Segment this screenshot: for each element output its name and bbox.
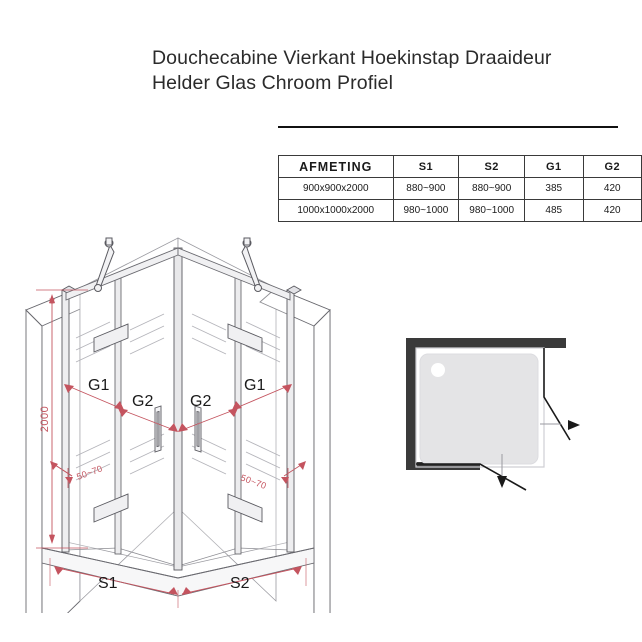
plan-shower-tray	[420, 354, 538, 464]
shower-enclosure-perspective-drawing	[18, 218, 348, 613]
plan-drain-icon	[431, 363, 445, 377]
dimension-label-g1-left: G1	[88, 377, 110, 394]
dimension-label-s1: S1	[98, 575, 118, 592]
plan-wall-left	[406, 338, 416, 470]
cell-s2: 980~1000	[459, 200, 525, 222]
table-header-s2: S2	[459, 156, 525, 178]
table-header-row	[279, 156, 642, 178]
plan-swing-arrow-bottom	[497, 476, 507, 488]
dimension-label-height: 2000	[39, 405, 51, 433]
page-title	[152, 46, 622, 96]
cell-s1: 880~900	[393, 178, 459, 200]
title-divider-rule	[278, 126, 618, 128]
cell-g2: 420	[583, 178, 642, 200]
cell-g1: 485	[525, 200, 583, 222]
cell-s2: 880~900	[459, 178, 525, 200]
table-row	[279, 178, 642, 200]
door-handle-left	[155, 406, 161, 452]
table-header-g2: G2	[583, 156, 642, 178]
table-header-g1: G1	[525, 156, 583, 178]
table-header-afmeting: AFMETING	[279, 156, 394, 178]
door-handle-right	[195, 406, 201, 452]
cell-size: 900x900x2000	[279, 178, 394, 200]
frame-profile-corner	[174, 248, 182, 570]
page-title-line-2: Helder Glas Chroom Profiel	[152, 72, 394, 94]
page-title-line-1: Douchecabine Vierkant Hoekinstap Draaideur	[152, 47, 552, 69]
dimension-label-g1-right: G1	[244, 377, 266, 394]
dimension-label-gap-right: 50~70	[239, 472, 268, 492]
plan-swing-arrow-right	[568, 420, 580, 430]
dimension-label-g2-right: G2	[190, 393, 212, 410]
cell-g2: 420	[583, 200, 642, 222]
plan-wall-top	[406, 338, 566, 348]
cell-size: 1000x1000x2000	[279, 200, 394, 222]
specification-table	[278, 155, 642, 222]
cell-s1: 980~1000	[393, 200, 459, 222]
table-header-s1: S1	[393, 156, 459, 178]
cell-g1: 385	[525, 178, 583, 200]
dimension-label-gap-left: 50~70	[75, 463, 104, 482]
gap-right-arrow-a	[298, 461, 306, 470]
dimension-label-g2-left: G2	[132, 393, 154, 410]
shower-tray-plan-view-drawing	[398, 312, 622, 510]
dimension-label-s2: S2	[230, 575, 250, 592]
frame-profile-right-post	[287, 286, 301, 552]
